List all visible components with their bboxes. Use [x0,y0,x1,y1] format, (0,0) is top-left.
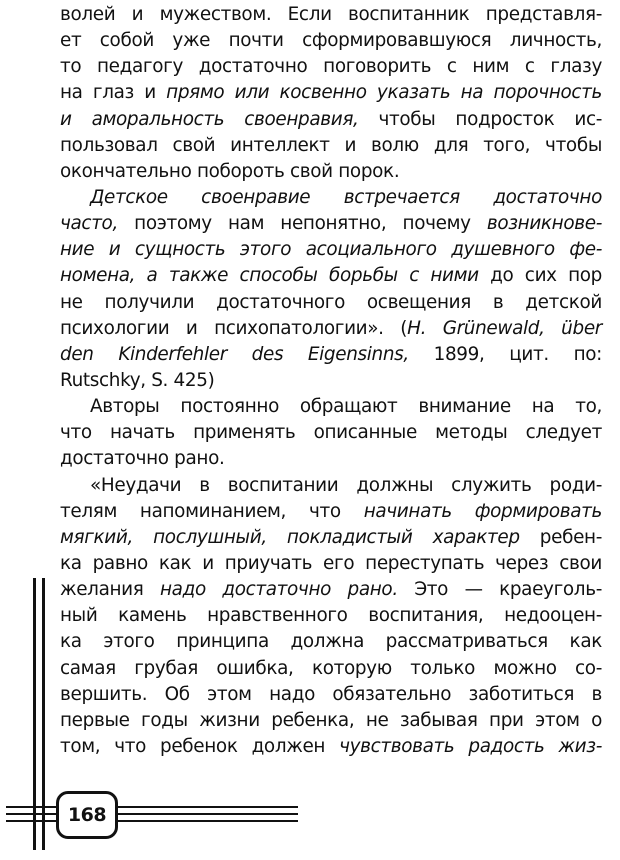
italic-run: начинать формировать [363,500,602,522]
text-run: Авторы постоянно обращают внимание на то, [90,396,602,418]
text-line [60,394,602,420]
italic-run: надо достаточно рано. [160,579,398,601]
text-run: 1899, цит. по: [408,343,602,365]
text-run: том, что ребенок должен [60,735,340,757]
text-line [60,708,602,734]
italic-run: мягкий, послушный, покладистый характер [60,526,520,548]
text-run: ка равно как и приучать его переступать через свои [60,552,602,574]
text-run: поэтому нам непонятно, почему [117,213,487,235]
text-line [60,629,602,655]
text-line [60,185,602,211]
text-line [60,28,602,54]
text-run: Rutschky, S. 425) [60,369,215,391]
text-run: на глаз и [60,82,167,104]
italic-run: номена, а также способы борьбы с ними [60,265,479,287]
text-run: желания [60,579,160,601]
text-line [60,368,602,394]
text-line [60,263,602,289]
margin-rule-left [33,578,36,850]
text-line [60,525,602,551]
text-run: ребен- [519,526,602,548]
text-line [60,420,602,446]
italic-run: возникнове- [486,213,602,235]
text-run: ный камень нравственного воспитания, недооцен- [60,605,602,627]
text-run: пользовал свой интеллект и волю для того, чтобы [60,134,602,156]
footer-rule-top [6,806,298,808]
text-line [60,159,602,185]
text-line [60,2,602,28]
footer-rule-middle [6,813,298,815]
margin-rule-right [42,578,45,850]
text-run: самая грубая ошибка, которую только можно со- [60,657,602,679]
footer-rule-bottom [6,820,298,822]
italic-run: прямо или косвенно указать на порочность [166,82,603,104]
text-line [60,499,602,525]
italic-run: den Kinderfehler des Eigensinns, [60,343,409,365]
text-run: волей и мужеством. Если воспитанник представля- [60,4,602,25]
text-run: вершить. Об этом надо обязательно заботиться в [60,683,602,705]
text-run: не получили достаточного освещения в детской [60,291,602,313]
text-line [60,473,602,499]
italic-run: Детское своенравие встречается достаточно [90,186,602,208]
text-run: до сих пор [478,265,602,287]
text-run: чтобы подросток ис- [358,108,602,130]
page-number: 168 [56,791,118,839]
text-line [60,446,602,472]
italic-run: и аморальность своенравия, [60,108,359,130]
text-line [60,237,602,263]
text-line [60,656,602,682]
text-line [60,342,602,368]
text-run: «Неудачи в воспитании должны служить роди- [90,474,602,496]
text-run: что начать применять описанные методы следует [60,422,602,444]
text-line [60,682,602,708]
text-line [60,316,602,342]
text-line [60,551,602,577]
italic-run: ние и сущность этого асоциального душевного фе- [60,239,602,261]
text-run: то педагогу достаточно поговорить с ним с глазу [60,56,602,78]
text-line [60,734,602,760]
text-line [60,133,602,159]
text-line [60,211,602,237]
italic-run: чувствовать радость жиз- [339,735,602,757]
text-run: Это — краеуголь- [397,579,602,601]
text-line [60,80,602,106]
text-run: ет собой уже почти сформировавшуюся личность, [60,30,602,52]
text-line [60,54,602,80]
text-run: телям напоминанием, что [60,500,364,522]
body-text [60,2,602,760]
text-line [60,603,602,629]
text-run: окончательно побороть свой порок. [60,160,400,182]
text-line [60,577,602,603]
text-run: достаточно рано. [60,448,225,470]
italic-run: H. Grünewald, über [407,317,602,339]
text-line [60,107,602,133]
italic-run: часто, [60,213,118,235]
text-run: первые годы жизни ребенка, не забывая при этом о [60,709,602,731]
text-run: ка этого принципа должна рассматриваться как [60,631,602,653]
text-run: психологии и психопатологии». ( [60,317,408,339]
text-line [60,290,602,316]
